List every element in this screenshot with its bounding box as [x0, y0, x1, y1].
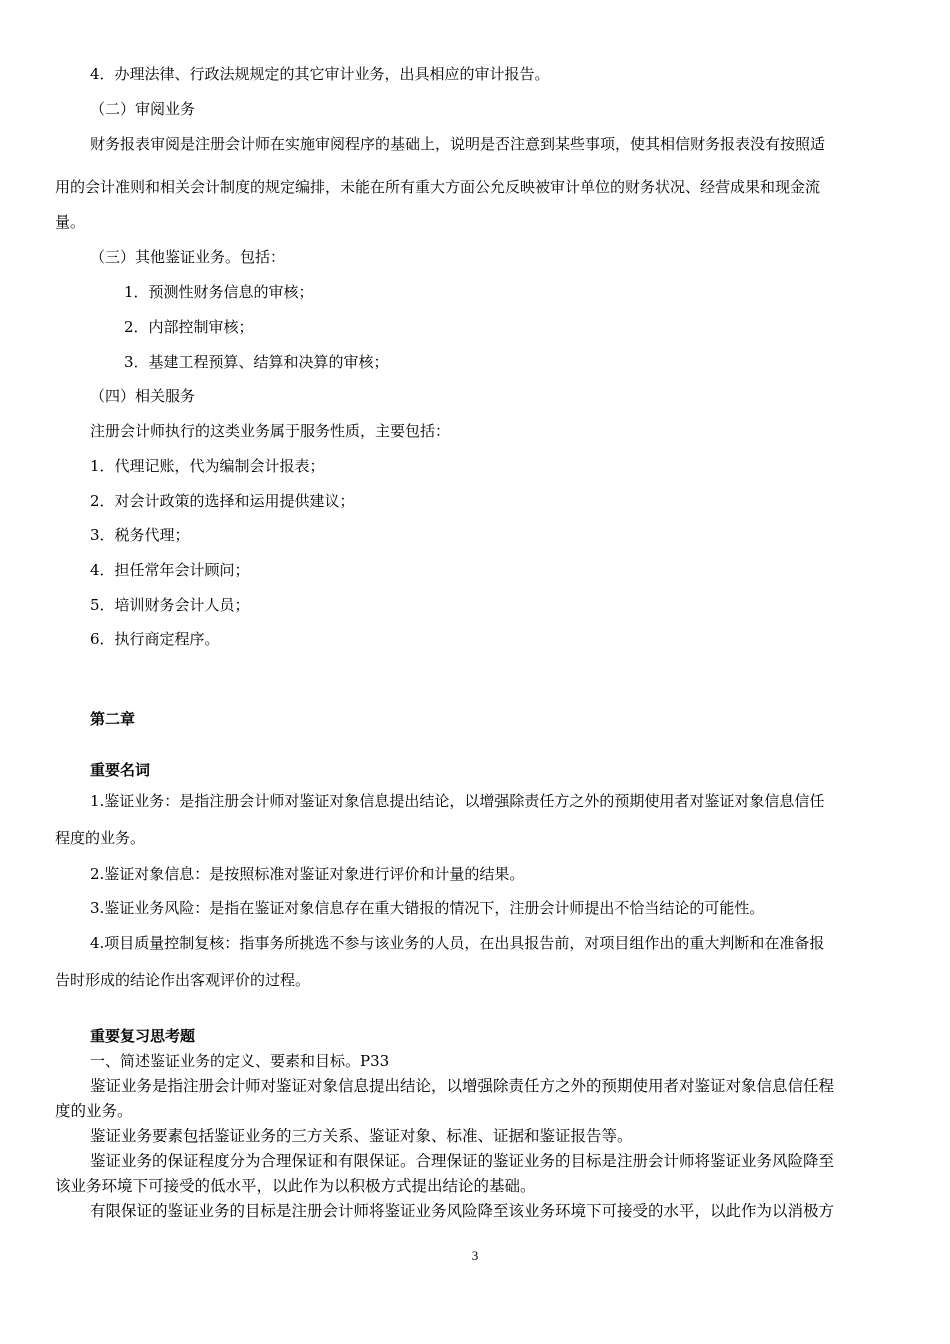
- term-4-line-2: 告时形成的结论作出客观评价的过程。: [55, 971, 311, 989]
- answer-line-6: 有限保证的鉴证业务的目标是注册会计师将鉴证业务风险降至该业务环境下可接受的水平，以此作为以消极方: [90, 1202, 835, 1220]
- term-2: 2.鉴证对象信息：是按照标准对鉴证对象进行评价和计量的结果。: [90, 865, 525, 883]
- review-paragraph-line-1: 财务报表审阅是注册会计师在实施审阅程序的基础上，说明是否注意到某些事项，使其相信财务报表没有按照适: [90, 135, 826, 153]
- related-item-3: 3．税务代理；: [90, 526, 190, 544]
- answer-line-2: 度的业务。: [55, 1102, 133, 1120]
- related-services-heading: （四）相关服务: [90, 387, 196, 405]
- related-item-5: 5．培训财务会计人员；: [90, 596, 250, 614]
- answer-line-5: 该业务环境下可接受的低水平，以此作为以积极方式提出结论的基础。: [55, 1177, 536, 1195]
- other-item-2: 2．内部控制审核；: [124, 318, 254, 336]
- related-item-2: 2．对会计政策的选择和运用提供建议；: [90, 492, 355, 510]
- audit-item-4: 4．办理法律、行政法规规定的其它审计业务，出具相应的审计报告。: [90, 65, 550, 83]
- page-number: 3: [471, 1248, 479, 1263]
- related-item-1: 1．代理记账，代为编制会计报表；: [90, 457, 325, 475]
- answer-line-4: 鉴证业务的保证程度分为合理保证和有限保证。合理保证的鉴证业务的目标是注册会计师将鉴证业务风险降至: [90, 1152, 835, 1170]
- term-1-line-1: 1.鉴证业务：是指注册会计师对鉴证对象信息提出结论，以增强除责任方之外的预期使用者对鉴证对象信息信任: [90, 792, 825, 810]
- term-1-line-2: 程度的业务。: [55, 829, 146, 847]
- term-3: 3.鉴证业务风险：是指在鉴证对象信息存在重大错报的情况下，注册会计师提出不恰当结论的可能性。: [90, 899, 765, 917]
- other-item-1: 1．预测性财务信息的审核；: [124, 283, 314, 301]
- question-1: 一、简述鉴证业务的定义、要素和目标。P33: [90, 1052, 390, 1070]
- related-item-4: 4．担任常年会计顾问；: [90, 561, 250, 579]
- related-item-6: 6．执行商定程序。: [90, 630, 220, 648]
- review-heading: （二）审阅业务: [90, 100, 196, 118]
- term-4-line-1: 4.项目质量控制复核：指事务所挑选不参与该业务的人员，在出具报告前，对项目组作出的重大判断和在准备报: [90, 934, 825, 952]
- chapter-title: 第二章: [90, 710, 136, 728]
- review-paragraph-line-3: 量。: [55, 213, 86, 231]
- other-assurance-heading: （三）其他鉴证业务。包括：: [90, 248, 286, 266]
- terms-heading: 重要名词: [90, 761, 151, 779]
- answer-line-1: 鉴证业务是指注册会计师对鉴证对象信息提出结论，以增强除责任方之外的预期使用者对鉴证对象信息信任程: [90, 1077, 835, 1095]
- related-services-intro: 注册会计师执行的这类业务属于服务性质，主要包括：: [90, 422, 451, 440]
- answer-line-3: 鉴证业务要素包括鉴证业务的三方关系、鉴证对象、标准、证据和鉴证报告等。: [90, 1127, 633, 1145]
- other-item-3: 3．基建工程预算、结算和决算的审核；: [124, 353, 389, 371]
- review-questions-heading: 重要复习思考题: [90, 1027, 196, 1045]
- review-paragraph-line-2: 用的会计准则和相关会计制度的规定编排，未能在所有重大方面公允反映被审计单位的财务状况、经营成果和现金流: [55, 178, 821, 196]
